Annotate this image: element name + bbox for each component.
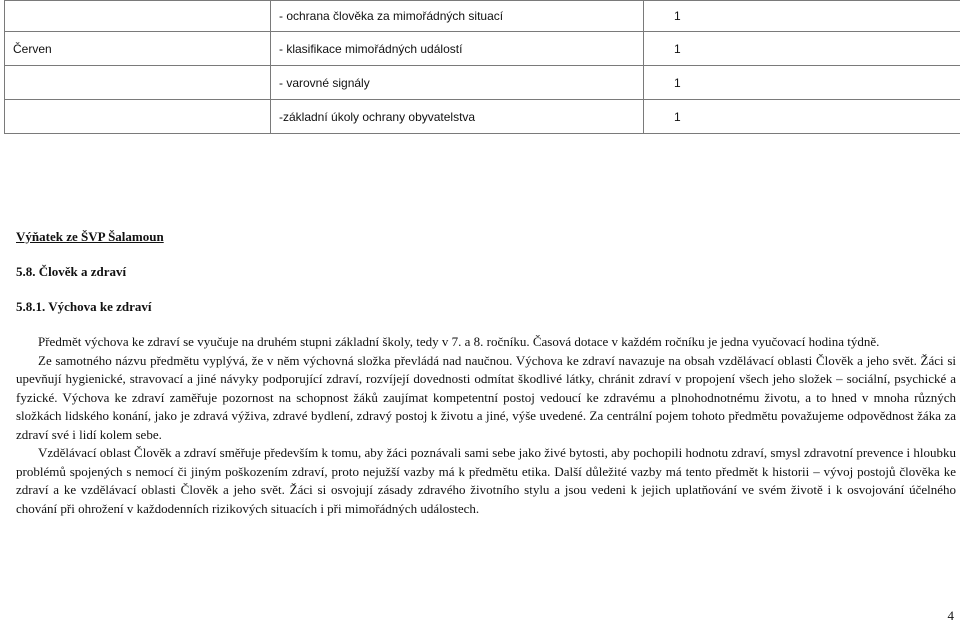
month-cell (5, 1, 271, 32)
paragraph: Vzdělávací oblast Člověk a zdraví směřuje především k tomu, aby žáci poznávali sami sebe jako živé bytosti, aby pochopili hodnotu zdraví, smysl zdravotní prevence i hloubku problémů spojených s nemocí či jiným poškozením zdraví, proto nejužší vazby má k předmětu etika. Další důležité vazby má tento předmět k historii – vývoj postojů člověka ke zdraví a ke vzdělávací oblasti Člověk a jeho svět. Žáci si osvojují zásady zdravého životního stylu a jsou vedeni k jejich uplatňování ve svém životě i k osvojování účelného chování při ohrožení v každodenních rizikových situacích i při mimořádných událostech. (16, 445, 956, 516)
table-row (5, 100, 960, 134)
hours-cell: 1 (644, 32, 960, 66)
hours-cell: 1 (644, 1, 960, 32)
page-number: 4 (947, 608, 954, 623)
paragraph: Předmět výchova ke zdraví se vyučuje na druhém stupni základní školy, tedy v 7. a 8. ročníku. Časová dotace v každém ročníku je jedna vyučovací hodina týdně. (38, 334, 880, 349)
month-cell: Červen (5, 32, 271, 66)
topic-cell: -základní úkoly ochrany obyvatelstva (271, 100, 644, 134)
schedule-table (4, 0, 960, 134)
topic-cell: - varovné signály (271, 66, 644, 100)
paragraph: Ze samotného názvu předmětu vyplývá, že v něm výchovná složka převládá nad naučnou. Výchova ke zdraví navazuje na obsah vzdělávací oblasti Člověk a jeho svět. Žáci si upevňují hygienické, stravovací a jiné návyky podporující zdraví, rozvíjejí dovednosti odmítat škodlivé látky, chránit zdraví v propojení všech jeho složek – sociální, psychické a fyzické. Výchova ke zdraví zaměřuje pozornost na schopnost žáků zaujímat kompetentní postoj vedoucí ke zdravému a plnohodnotnému životu, a to hned v mnoha různých složkách lidského konání, jako je zdravá výživa, zdravé bydlení, zdravý postoj k životu a jiné, výše uvedené. Za centrální pojem tohoto předmětu považujeme odpovědnost žáka za zdraví své i lidí kolem sebe. (16, 352, 956, 442)
topic-cell: - klasifikace mimořádných událostí (271, 32, 644, 66)
hours-cell: 1 (644, 66, 960, 100)
month-cell (5, 100, 271, 134)
section-heading: 5.8. Člověk a zdraví (16, 264, 127, 279)
document-title: Výňatek ze ŠVP Šalamoun (16, 229, 164, 244)
table-row (5, 32, 960, 66)
topic-cell: - ochrana člověka za mimořádných situací (271, 1, 644, 32)
hours-cell: 1 (644, 100, 960, 134)
table-row (5, 66, 960, 100)
subsection-heading: 5.8.1. Výchova ke zdraví (16, 299, 152, 314)
document-body (16, 228, 956, 518)
table-row (5, 1, 960, 32)
month-cell (5, 66, 271, 100)
